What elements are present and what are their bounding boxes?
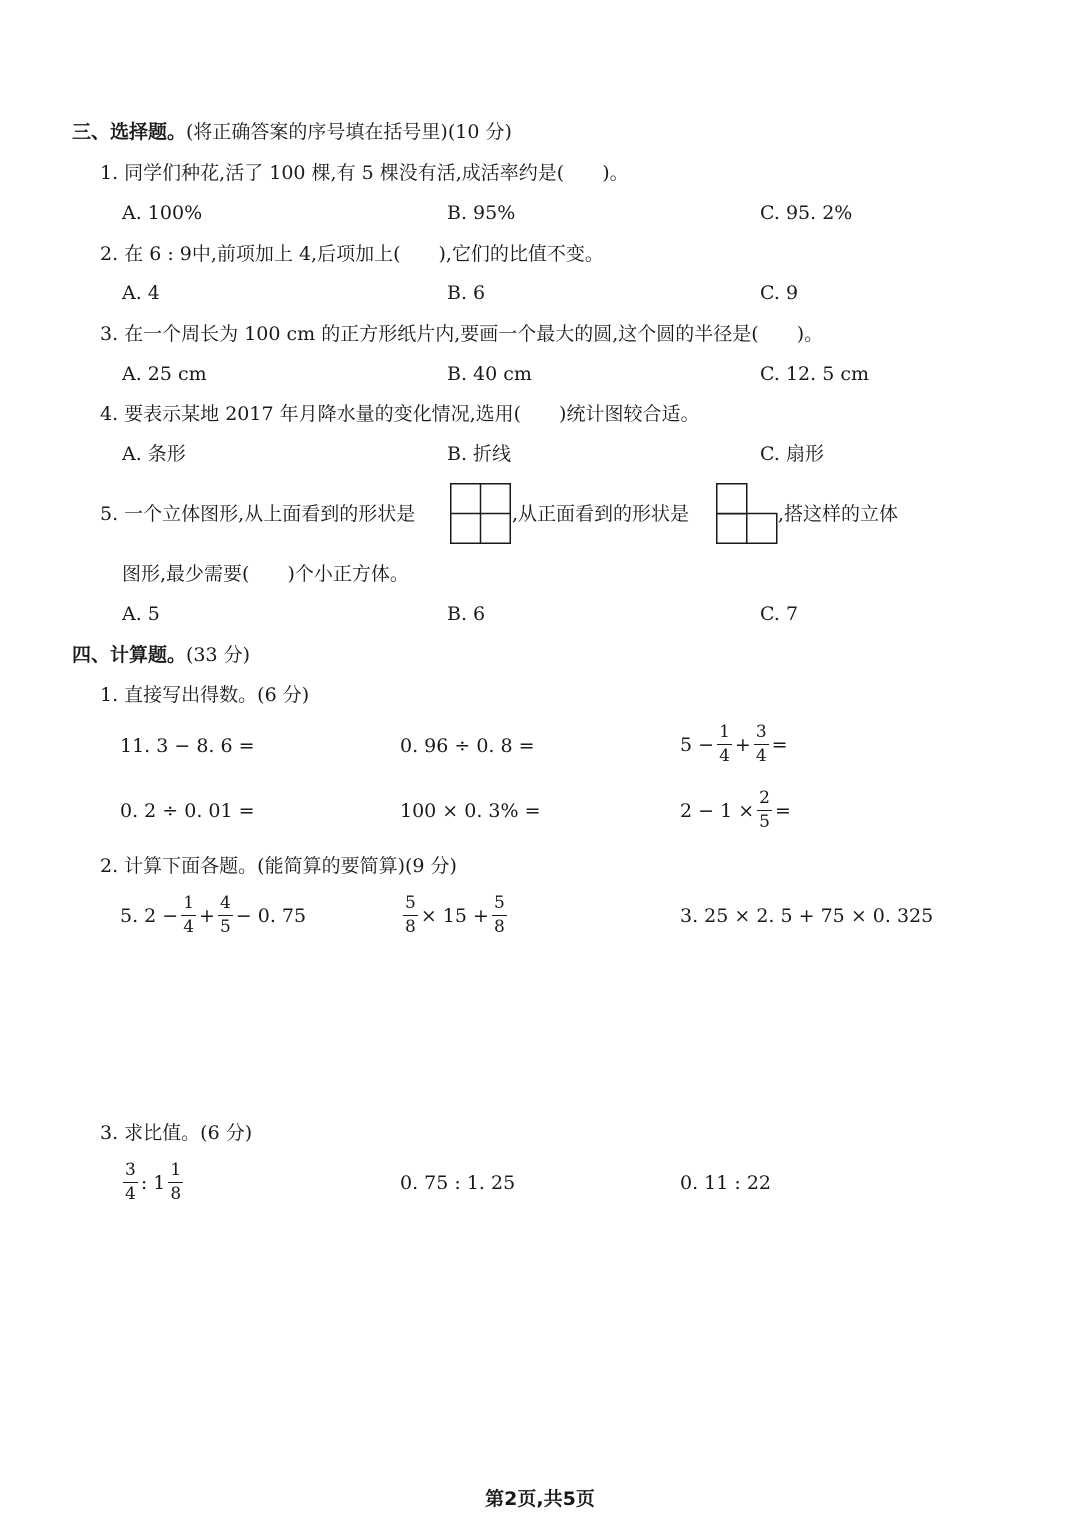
section4-heading bbox=[72, 643, 250, 667]
calc-1c-fraction-2 bbox=[754, 724, 769, 765]
calc-1f-fraction bbox=[757, 790, 772, 831]
calc-2a-op: + bbox=[199, 904, 215, 927]
fraction-numerator: 1 bbox=[183, 893, 195, 913]
q1-option-b: B. 95% bbox=[447, 202, 516, 224]
fraction-numerator: 1 bbox=[170, 1160, 182, 1180]
fraction-denominator: 8 bbox=[170, 1184, 182, 1204]
page-number: 第2页,共5页 bbox=[485, 1488, 595, 1510]
calc-1c-op: + bbox=[734, 733, 751, 756]
fraction-denominator: 5 bbox=[219, 917, 231, 937]
front-view-figure bbox=[716, 483, 778, 544]
fraction-numerator: 2 bbox=[759, 788, 770, 808]
part3-title: 3. 求比值。(6 分) bbox=[100, 1122, 253, 1144]
section3-title: 三、选择题。 bbox=[72, 121, 187, 143]
q1-option-a: A. 100% bbox=[122, 202, 203, 224]
fraction-denominator: 8 bbox=[493, 917, 505, 937]
q5-option-c: C. 7 bbox=[760, 603, 799, 625]
fraction-numerator: 5 bbox=[493, 893, 505, 913]
fraction-denominator: 4 bbox=[125, 1184, 136, 1204]
q2-option-b: B. 6 bbox=[447, 282, 486, 304]
calc-1f-lead: 2 − 1 × bbox=[680, 799, 755, 822]
calc-3b: 0. 75 : 1. 25 bbox=[400, 1172, 516, 1194]
q4-option-c: C. 扇形 bbox=[760, 443, 824, 465]
fraction-numerator: 1 bbox=[719, 722, 730, 742]
q1-option-c: C. 95. 2% bbox=[760, 202, 853, 224]
part1-title: 1. 直接写出得数。(6 分) bbox=[100, 684, 310, 706]
calc-2c: 3. 25 × 2. 5 + 75 × 0. 325 bbox=[680, 905, 934, 927]
question-2: 2. 在 6 : 9中,前项加上 4,后项加上( ),它们的比值不变。 bbox=[100, 243, 604, 265]
fraction-numerator: 4 bbox=[219, 893, 231, 913]
calc-1e: 100 × 0. 3% = bbox=[400, 800, 541, 822]
calc-2b-mid: × 15 + bbox=[420, 904, 489, 927]
fraction-denominator: 4 bbox=[755, 746, 767, 766]
q5-option-a: A. 5 bbox=[122, 603, 160, 625]
top-view-figure bbox=[450, 483, 511, 544]
calc-1f-tail: = bbox=[774, 799, 791, 822]
q3-option-a: A. 25 cm bbox=[122, 363, 207, 385]
q4-option-b: B. 折线 bbox=[447, 443, 512, 465]
part2-title: 2. 计算下面各题。(能简算的要简算)(9 分) bbox=[100, 855, 457, 877]
question-5-part-d: 图形,最少需要( )个小正方体。 bbox=[122, 563, 409, 585]
calc-1d: 0. 2 ÷ 0. 01 = bbox=[120, 800, 255, 822]
calc-2b-fraction-1 bbox=[403, 895, 418, 936]
calc-2b-fraction-2 bbox=[492, 895, 507, 936]
question-5-part-a: 5. 一个立体图形,从上面看到的形状是 bbox=[100, 503, 416, 525]
calc-2b bbox=[400, 895, 510, 936]
calc-3a bbox=[120, 1162, 186, 1203]
q3-option-c: C. 12. 5 cm bbox=[760, 363, 869, 385]
calc-1c-fraction-1 bbox=[717, 724, 732, 765]
fraction-denominator: 4 bbox=[183, 917, 195, 937]
calc-1b: 0. 96 ÷ 0. 8 = bbox=[400, 735, 535, 757]
calc-1c-lead: 5 − bbox=[680, 733, 715, 756]
calc-3a-mid: : 1 bbox=[140, 1171, 166, 1194]
question-5-part-c: ,搭这样的立体 bbox=[778, 503, 899, 525]
calc-3c: 0. 11 : 22 bbox=[680, 1172, 772, 1194]
fraction-denominator: 8 bbox=[405, 917, 416, 937]
section3-heading bbox=[72, 120, 512, 144]
question-1: 1. 同学们种花,活了 100 棵,有 5 棵没有活,成活率约是( )。 bbox=[100, 162, 629, 184]
section4-note: (33 分) bbox=[186, 644, 251, 666]
calc-2a-lead: 5. 2 − bbox=[120, 904, 179, 927]
question-5-part-b: ,从正面看到的形状是 bbox=[512, 503, 690, 525]
section3-note: (将正确答案的序号填在括号里)(10 分) bbox=[186, 121, 512, 143]
fraction-numerator: 3 bbox=[125, 1160, 136, 1180]
calc-1f bbox=[680, 790, 791, 831]
question-3: 3. 在一个周长为 100 cm 的正方形纸片内,要画一个最大的圆,这个圆的半径是( )。 bbox=[100, 323, 824, 345]
q4-option-a: A. 条形 bbox=[122, 443, 186, 465]
q2-option-c: C. 9 bbox=[760, 282, 799, 304]
fraction-denominator: 4 bbox=[719, 746, 730, 766]
fraction-numerator: 3 bbox=[755, 722, 767, 742]
calc-1a: 11. 3 − 8. 6 = bbox=[120, 735, 255, 757]
q5-option-b: B. 6 bbox=[447, 603, 486, 625]
calc-3a-fraction-2 bbox=[168, 1162, 183, 1203]
question-4: 4. 要表示某地 2017 年月降水量的变化情况,选用( )统计图较合适。 bbox=[100, 403, 700, 425]
calc-2a-fraction-1 bbox=[181, 895, 196, 936]
calc-2a-tail: − 0. 75 bbox=[235, 904, 307, 927]
fraction-denominator: 5 bbox=[759, 812, 770, 832]
section4-title: 四、计算题。 bbox=[72, 644, 187, 666]
calc-3a-fraction-1 bbox=[123, 1162, 138, 1203]
q2-option-a: A. 4 bbox=[122, 282, 160, 304]
q3-option-b: B. 40 cm bbox=[447, 363, 532, 385]
calc-1c bbox=[680, 724, 788, 765]
fraction-numerator: 5 bbox=[405, 893, 416, 913]
calc-1c-tail: = bbox=[771, 733, 788, 756]
calc-2a bbox=[120, 895, 306, 936]
calc-2a-fraction-2 bbox=[218, 895, 233, 936]
